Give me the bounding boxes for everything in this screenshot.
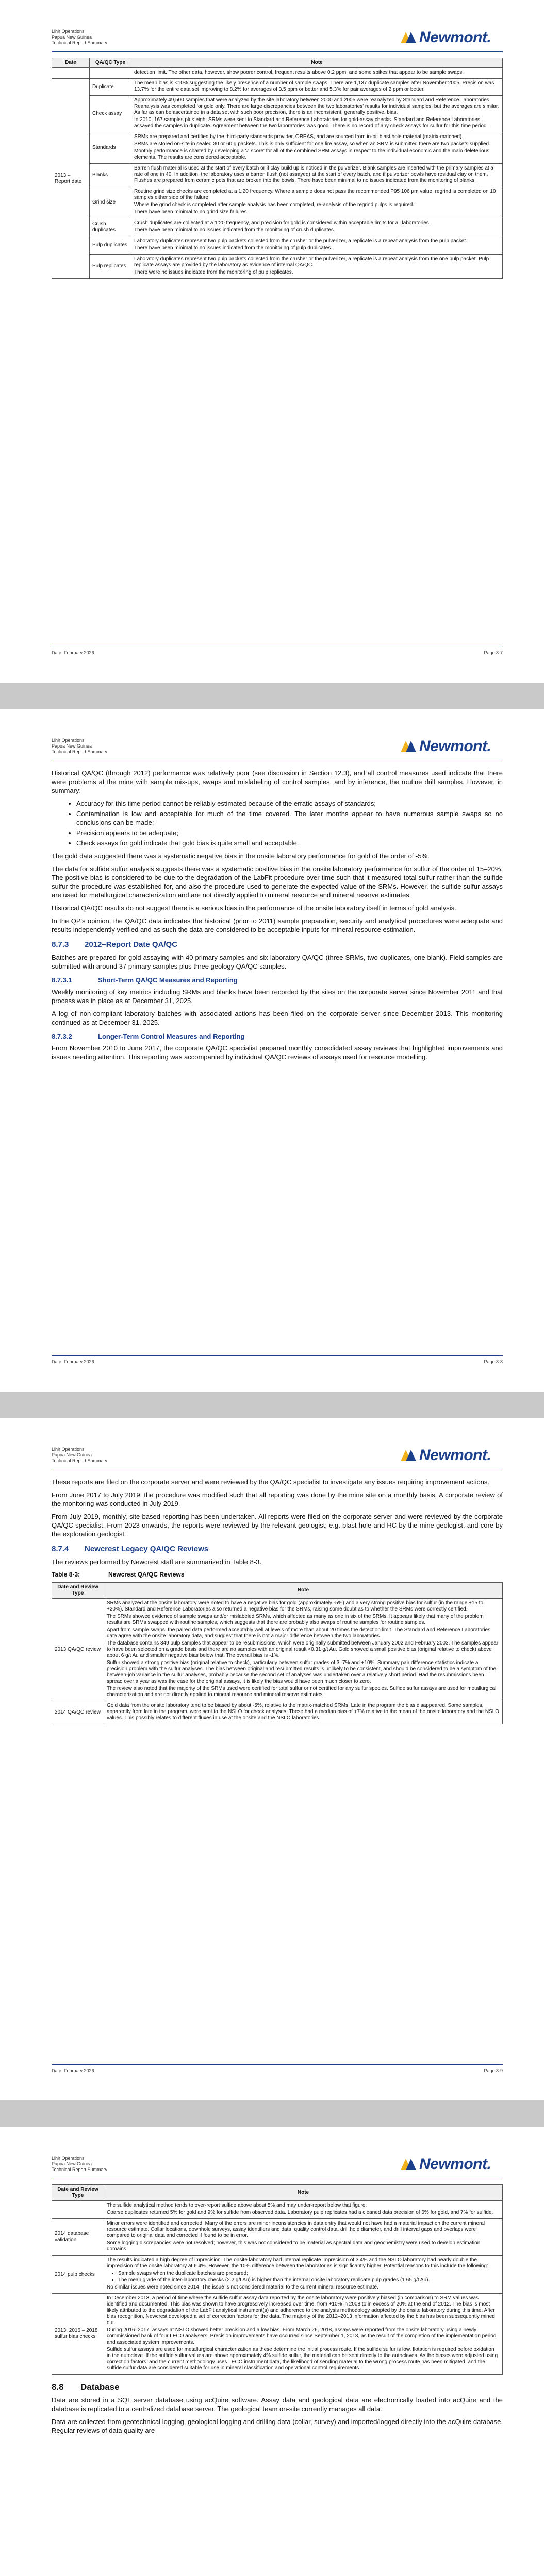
table-row xyxy=(52,132,503,164)
header-line-1: Lihir Operations xyxy=(52,1447,85,1452)
date-cell: 2013 QA/QC review xyxy=(52,1599,104,1701)
newmont-logo xyxy=(400,2155,503,2175)
note-text: Coarse duplicates returned 5% for gold and 9% for sulfide from observed data. Laboratory pulp replicates had a cleaned data precision of 6% for gold, and 7% for sulfide. xyxy=(107,2210,493,2215)
note-cell xyxy=(104,1599,503,1701)
page-header xyxy=(52,738,107,755)
note-text: The review also noted that the majority of the SRMs used were certified for total sulfur or not certified for any sulfur species. Sulfide sulfur assays are used for metallurgical characterization and are not directly applied to mineral resource and mineral reserve estimates. xyxy=(107,1686,497,1698)
note-text: SRMs are prepared and certified by the third-party standards provider, OREAS, and are sourced from in-pit blast hole material (matrix-matched). xyxy=(134,134,464,140)
note-text: There have been minimal to no issues indicated from the monitoring of pulp duplicates. xyxy=(134,245,333,251)
table-row xyxy=(52,2201,503,2219)
paragraph: The gold data suggested there was a systematic negative bias in the onsite laboratory performance for gold of the order of -5%. xyxy=(52,852,430,860)
section-heading xyxy=(52,1545,503,1553)
note-cell xyxy=(131,236,503,255)
table-row xyxy=(52,2256,503,2294)
note-text: Laboratory duplicates represent two pulp packets collected from the crusher or the pulverizer, a replicate is a repeat analysis from the one pulp packet. Pulp replicate assays are provided by the laboratory as evidence of internal QA/QC. xyxy=(134,256,489,268)
col-note-header: Note xyxy=(104,1583,503,1599)
section-title: Database xyxy=(80,2382,120,2392)
table-caption xyxy=(52,1570,503,1579)
section-title: 2012–Report Date QA/QC xyxy=(85,940,178,949)
col-type-header: QA/QC Type xyxy=(90,58,131,68)
col-note-header: Note xyxy=(104,2185,503,2201)
table-row xyxy=(52,79,503,96)
note-text: Sulfur showed a strong positive bias (original relative to check), particularly between sulfur grades of 3–7% and +10%. Summary pair difference statistics indicate a precision problem with the sulfur analyses. The bias between original and resubmitted results is unlikely to be consistent, and should be considered to be a symptom of the between-job variance in the sulfur analyses, probably because the second set of analyses was undertaken over a relatively short period. Had the resubmissions been spread over a year as was the case for the original assays, it is likely the bias would have been much closer to zero. xyxy=(107,1660,497,1684)
paragraph: The data for sulfide sulfur analysis suggests there was a systematic positive bias in the onsite laboratory performance for sulfur of the order of 15–20%. The positive bias is considered to be due to the degradation of the LabFit procedure over time such that it measured total sulfur rather than the sulfide sulfur the procedure was established for, and also the procedure used to generate the expected value of the SRMs. However, the sulfide sulfur assays are used for metallurgical characterization and are not directly applied to mineral resource and mineral reserve estimates. xyxy=(52,865,503,899)
note-text: Minor errors were identified and corrected. Many of the errors are minor inconsistencies in data entry that would not have had a material impact on the current mineral resource estimate. Collar locations, downhole surveys, assay identifiers and data, quality control data, drill hole diameter, and drill interval gaps and overlaps were compared to original data and corrected if found to be in error. xyxy=(107,2221,485,2239)
newmont-logo xyxy=(400,28,503,48)
col-date-header: Date and Review Type xyxy=(52,1583,104,1599)
table-row xyxy=(52,255,503,279)
note-cell xyxy=(104,2201,503,2219)
paragraph: From July 2019, monthly, site-based reporting has been undertaken. All reports were filed on the corporate server and were reviewed by the corporate QA/QC specialist. From 2023 onwards, the reports were reviewed by the relevant geologist; e.g. blast hole and RC by the mine geologist, and core by the exploration geologist. xyxy=(52,1513,503,1538)
type-cell: Blanks xyxy=(90,164,131,187)
logo-mark-icon xyxy=(400,1448,420,1462)
col-date-header: Date xyxy=(52,58,90,68)
table-body xyxy=(52,68,503,279)
note-text: The database contains 349 pulp samples that appear to be resubmissions, which were originally submitted between January 2002 and February 2003. The samples appear to have been selected on a grade basis and there are no samples with an original result <0.31 g/t Au. Gold showed a small positive bias (original relative to check) above about 6 g/t Au and smaller negative bias below that. The overall bias is -1%. xyxy=(107,1640,499,1658)
page-body xyxy=(52,769,503,1065)
date-cell: 2013 – Report date xyxy=(52,79,90,279)
table-row xyxy=(52,1701,503,1724)
note-text: In December 2013, a period of time where the sulfide sulfur assay data reported by the onsite laboratory were positively biased (in comparison) to SRM values was identified and documented. This bias was shown to have progressively increased over time, from +10% in 2008 to in excess of 20% at the end of 2012. The bias is most likely attributed to the degradation of the LabFit analytical instrument(s) and adherence to the analysis methodology adopted by the onsite laboratory during this time. After bias recognition, Newcrest developed a set of correction factors for the data. The majority of the 2012–2013 information affected by the bias has been subsequently mined out. xyxy=(107,2295,495,2326)
col-note-header: Note xyxy=(131,58,503,68)
paragraph: Historical QA/QC results do not suggest there is a serious bias in the performance of the onsite laboratory itself in terms of gold analysis. xyxy=(52,904,456,912)
note-text: Gold data from the onsite laboratory tend to be biased by about -5%, relative to the matrix-matched SRMs. Late in the program the bias disappeared. Some samples, apparently from late in the program, were sent to the NSLO for check analyses. These had a median bias of +7% relative to the mean of the onsite laboratory and the NSLO values. This possibly relates to different fluxes in use at the onsite and the NSLO laboratories. xyxy=(107,1703,500,1721)
paragraph: Data are stored in a SQL server database using acQuire software. Assay data and geological data are electronically loaded into acQuire and the database is replicated to a centralized database server. The geological team on-site currently manages all data. xyxy=(52,2396,503,2413)
paragraph: Weekly monitoring of key metrics including SRMs and blanks have been recorded by the sites on the corporate server since November 2011 and that process was in place as at December 31, 2025. xyxy=(52,988,503,1005)
note-cell xyxy=(104,2219,503,2256)
date-cell xyxy=(52,68,90,79)
type-cell: Duplicate xyxy=(90,79,131,96)
type-cell: Pulp duplicates xyxy=(90,236,131,255)
section-number: 8.8 xyxy=(52,2382,64,2392)
note-cell xyxy=(104,2256,503,2294)
type-cell: Crush duplicates xyxy=(90,218,131,236)
note-cell xyxy=(131,96,503,132)
header-line-3: Technical Report Summary xyxy=(52,2167,108,2172)
page-number: Page 8-7 xyxy=(484,650,503,655)
list-item: • Contamination is low and acceptable for much of the time covered. The later months appear to have numerous sample swaps so no conclusions can be made; xyxy=(76,809,503,827)
section-number: 8.7.4 xyxy=(52,1545,69,1553)
note-cell xyxy=(131,255,503,279)
paragraph: Data are collected from geotechnical logging, geological logging and drilling data (collar, survey) and imported/logged directly into the acQuire database. Regular reviews of data quality are xyxy=(52,2418,503,2434)
paragraph: The reviews performed by Newcrest staff are summarized in Table 8-3. xyxy=(52,1558,262,1566)
table-header-row xyxy=(52,2185,503,2201)
table-header-row xyxy=(52,58,503,68)
page-header xyxy=(52,29,107,46)
list-item: • Check assays for gold indicate that gold bias is quite small and acceptable. xyxy=(76,839,503,848)
date-cell: 2014 database validation xyxy=(52,2219,104,2256)
note-cell xyxy=(131,164,503,187)
note-cell xyxy=(104,1701,503,1724)
subsection-heading xyxy=(52,1032,503,1041)
table-row xyxy=(52,96,503,132)
subsection-number: 8.7.3.1 xyxy=(52,976,72,984)
note-text: Approximately 49,500 samples that were analyzed by the site laboratory between 2000 and 2005 were reanalyzed by Standard and Reference Laboratories. Reanalysis was completed for gold only. There are large discrepancies between the two laboratories' results for individual samples, but the averages are similar. As far as can be ascertained in a data set with such poor precision, there is an inconsistent, generally positive, bias. xyxy=(134,97,499,115)
note-cell xyxy=(131,187,503,218)
table-row xyxy=(52,236,503,255)
logo-wordmark: Newmont. xyxy=(419,738,491,755)
note-cell xyxy=(131,79,503,96)
page-number: Page 8-8 xyxy=(484,1359,503,1364)
header-line-2: Papua New Guinea xyxy=(52,2161,92,2166)
note-text: There have been minimal to no issues indicated from the monitoring of crush duplicates. xyxy=(134,227,335,233)
paragraph: A log of non-compliant laboratory batches with associated actions has been filed on the corporate server since December 2013. This monitoring continued as at December 31, 2025. xyxy=(52,1010,503,1026)
table-row xyxy=(52,2294,503,2375)
header-line-1: Lihir Operations xyxy=(52,738,85,743)
table-body xyxy=(52,1599,503,1724)
list-item: • The mean grade of the inter-laboratory checks (2.2 g/t Au) is higher than the internal onsite laboratory replicate pulp grades (1.65 g/t Au). xyxy=(118,2277,500,2283)
page-body xyxy=(52,58,503,279)
note-text: During 2016–2017, assays at NSLO showed better precision and a low bias. From March 26, 2018, assays were reported from the onsite laboratory using a newly commissioned bank of four LECO analysers. Precision improvements have occurred since September 1, 2018, as the result of the completion of the implementation period and associated system improvements. xyxy=(107,2327,497,2345)
logo-wordmark: Newmont. xyxy=(419,2156,491,2173)
table-label: Table 8-3: xyxy=(52,1571,80,1578)
table-row xyxy=(52,187,503,218)
page-header xyxy=(52,2156,107,2173)
note-text: There have been minimal to no grind size failures. xyxy=(134,209,249,215)
col-date-header: Date and Review Type xyxy=(52,2185,104,2201)
table-body xyxy=(52,2201,503,2375)
note-text: Sulfide sulfur assays are used for metallurgical characterization as these determine the initial process route. If the sulfide sulfur is low, flotation is required before oxidation in the autoclave. If the sulfide sulfur values are above approximately 4% sulfide sulfur, the material can be sent directly to the autoclaves. As the biases were adjusted using correction factors, and the current methodology uses LECO instrument data, the likelihood of sending material to the wrong process route has been mitigated, and the sulfide sulfur data are considered suitable for use in mineral classification and operational control requirements. xyxy=(107,2347,498,2371)
table-row xyxy=(52,2219,503,2256)
footer-date: Date: February 2026 xyxy=(52,1359,94,1364)
note-text: Monthly performance is charted by developing a 'Z score' for all of the combined SRM assays in respect to the individual economic and the main deleterious elements. The results are considered acceptable. xyxy=(134,148,490,160)
logo-mark-icon xyxy=(400,739,420,753)
newcrest-review-table-continued xyxy=(52,2184,503,2375)
page-8-10 xyxy=(0,2127,544,2576)
paragraph: From November 2010 to June 2017, the corporate QA/QC specialist prepared monthly consolidated assay reviews that highlighted improvements and issues needing attention. This reporting was accompanied by individual QA/QC reviews of assays used for resource modelling. xyxy=(52,1044,503,1061)
section-number: 8.7.3 xyxy=(52,940,69,949)
subsection-title: Short-Term QA/QC Measures and Reporting xyxy=(98,976,238,984)
type-cell xyxy=(90,68,131,79)
table-row xyxy=(52,68,503,79)
note-cell xyxy=(104,2294,503,2375)
list-item: • Precision appears to be adequate; xyxy=(76,828,503,837)
logo-mark-icon xyxy=(400,30,420,44)
newmont-logo xyxy=(400,737,503,757)
page-body xyxy=(52,2184,503,2439)
note-text: The SRMs showed evidence of sample swaps and/or mislabeled SRMs, which affected as many as one in six of the SRMs. It appears likely that many of the problem results are SRMs swapped with routine samples, which suggests that there are probably also swaps of routine samples for routine samples. xyxy=(107,1614,484,1625)
footer-rule xyxy=(52,1355,503,1356)
table-row xyxy=(52,1599,503,1701)
section-heading xyxy=(52,2383,503,2392)
table-header-row xyxy=(52,1583,503,1599)
page-8-8 xyxy=(0,709,544,1392)
note-cell xyxy=(131,218,503,236)
header-line-3: Technical Report Summary xyxy=(52,40,108,45)
date-cell: 2013, 2016 – 2018 sulfur bias checks xyxy=(52,2294,104,2375)
paragraph: These reports are filed on the corporate server and were reviewed by the QA/QC specialist to investigate any issues requiring improvement actions. xyxy=(52,1478,490,1486)
newmont-logo xyxy=(400,1446,503,1466)
note-text: Crush duplicates are collected at a 1:20 frequency, and precision for gold is considered within acceptable limits for all laboratories. xyxy=(134,220,431,226)
section-title: Newcrest Legacy QA/QC Reviews xyxy=(85,1545,209,1553)
type-cell: Check assay xyxy=(90,96,131,132)
paragraph: From June 2017 to July 2019, the procedure was modified such that all reporting was done by the mine site on a monthly basis. A corporate review of the monitoring was conducted in July 2019. xyxy=(52,1491,503,1507)
subsection-title: Longer-Term Control Measures and Reporting xyxy=(98,1032,245,1040)
page-header xyxy=(52,1447,107,1464)
header-line-1: Lihir Operations xyxy=(52,2156,85,2161)
paragraph: Historical QA/QC (through 2012) performance was relatively poor (see discussion in Section 12.3), and all control measures used indicate that there were problems at the mine with sample mix-ups, swaps and mislabeling of control samples, and by inference, the routine drill samples. However, in summary: xyxy=(52,769,503,794)
note-text: Laboratory duplicates represent two pulp packets collected from the crusher or the pulverizer, a replicate is a repeat analysis from the pulp packet. xyxy=(134,238,467,244)
logo-mark-icon xyxy=(400,2157,420,2171)
footer-rule xyxy=(52,2064,503,2065)
table-row xyxy=(52,164,503,187)
note-text: SRMs are stored on-site in sealed 30 or 60 g packets. This is only sufficient for one fire assay, so when an SRM is submitted there are two packets supplied. xyxy=(134,141,490,147)
note-cell xyxy=(131,132,503,164)
footer-date: Date: February 2026 xyxy=(52,2068,94,2073)
header-line-1: Lihir Operations xyxy=(52,29,85,34)
note-text: Apart from sample swaps, the paired data performed acceptably well at levels of more than about 20 times the detection limit. The Standard and Reference Laboratories data agree with the onsite laboratory data, and suggest that there is not a major difference between the two laboratories. xyxy=(107,1627,491,1639)
paragraph: In the QP's opinion, the QA/QC data indicates the historical (prior to 2011) sample preparation, security and analytical procedures were adequate and results independently verified and as such the data are considered to be acceptable inputs for mineral resource estimation. xyxy=(52,917,503,934)
list-item: • Accuracy for this time period cannot be reliably estimated because of the erratic assays of standards; xyxy=(76,799,503,808)
note-text: detection limit. The other data, however, show poorer control, frequent results above 0.2 ppm, and some spikes that appear to be sample swaps. xyxy=(134,70,464,75)
note-text: Routine grind size checks are completed at a 1:20 frequency. Where a sample does not pass the recommended P95 106 µm value, regrind is completed on 10 samples either side of the failure. xyxy=(134,189,496,200)
header-line-2: Papua New Guinea xyxy=(52,743,92,749)
date-cell: 2014 pulp checks xyxy=(52,2256,104,2294)
note-text: Where the grind check is completed after sample analysis has been completed, re-analysis of the regrind pulps is required. xyxy=(134,202,415,208)
note-text: Some logging discrepancies were not resolved; however, this was not considered to be material as spectral data and geochemistry were used to develop estimation domains. xyxy=(107,2240,481,2252)
logo-wordmark: Newmont. xyxy=(419,29,491,46)
note-text: SRMs analyzed at the onsite laboratory were noted to have a negative bias for gold (approximately -5%) and a very strong positive bias for sulfur (in the range +15 to +20%). Standard and Reference Laboratories also returned a negative bias for the SRMs, raising some doubt as to whether the SRMs were correctly certified. xyxy=(107,1600,484,1612)
type-cell: Pulp replicates xyxy=(90,255,131,279)
date-cell: 2014 QA/QC review xyxy=(52,1701,104,1724)
header-rule xyxy=(52,51,503,52)
header-line-3: Technical Report Summary xyxy=(52,1458,108,1463)
type-cell: Grind size xyxy=(90,187,131,218)
subsection-heading xyxy=(52,976,503,985)
qaqc-table-continued xyxy=(52,58,503,279)
date-cell xyxy=(52,2201,104,2219)
subsection-number: 8.7.3.2 xyxy=(52,1032,72,1040)
section-heading xyxy=(52,940,503,949)
page-8-9 xyxy=(0,1418,544,2100)
footer-date: Date: February 2026 xyxy=(52,650,94,655)
list-item: • Sample swaps when the duplicate batches are prepared; xyxy=(118,2270,500,2277)
summary-bullet-list xyxy=(52,799,503,848)
note-text: The results indicated a high degree of imprecision. The onsite laboratory had internal replicate imprecision of 3.4% and the NSLO laboratory had nearly double the imprecision of the onsite laboratory at 6.4%. However, the 10% difference between the laboratories is significantly higher. Potential reasons to this include the following: xyxy=(107,2257,488,2269)
note-text: Barren flush material is used at the start of every batch or if clay build up is noticed in the pulverizer. Blank samples are inserted with the primary samples at a rate of one in 40. In addition, the laboratory uses a barren flush (not assayed) at the start of every batch, and if pulverizer bowls have residual clay on them. Flushes are prepared from ceramic pots that are broken into the bowls. There have been minimal to no issues indicated from the monitoring of blanks. xyxy=(134,165,493,183)
note-text: In 2010, 167 samples plus eight SRMs were sent to Standard and Reference Laboratories for gold-assay checks. Standard and Reference Laboratories assayed the samples in duplicate. Agreement between the two laboratories was good. There is no record of any check assays for sulfur for this time period. xyxy=(134,117,488,129)
page-8-7 xyxy=(0,0,544,683)
logo-wordmark: Newmont. xyxy=(419,1447,491,1464)
table-row xyxy=(52,218,503,236)
note-text: The sulfide analytical method tends to over-report sulfide above about 5% and may under-report below that figure. xyxy=(107,2202,367,2208)
note-text: The mean bias is <10% suggesting the likely presence of a number of sample swaps. There are 1,137 duplicate samples after November 2005. Precision was 13.7% for the entire data set improving to 8.2% for averages of 3.5 ppm or better and 5.3% for pair averages of 2 ppm or better. xyxy=(134,80,494,92)
header-line-2: Papua New Guinea xyxy=(52,35,92,40)
page-number: Page 8-9 xyxy=(484,2068,503,2073)
page-body xyxy=(52,1478,503,1724)
table-title: Newcrest QA/QC Reviews xyxy=(108,1571,185,1578)
note-bullet-list xyxy=(107,2270,500,2283)
newcrest-review-table xyxy=(52,1582,503,1724)
note-cell xyxy=(131,68,503,79)
note-text: There were no issues indicated from the monitoring of pulp replicates. xyxy=(134,269,293,275)
header-line-2: Papua New Guinea xyxy=(52,1452,92,1458)
note-text: No similar issues were noted since 2014. The issue is not considered material to the current mineral resource estimate. xyxy=(107,2284,378,2290)
type-cell: Standards xyxy=(90,132,131,164)
header-line-3: Technical Report Summary xyxy=(52,749,108,754)
paragraph: Batches are prepared for gold assaying with 40 primary samples and six laboratory QA/QC (three SRMs, two duplicates, one blank). Field samples are submitted with around 37 primary samples plus three geology QA/QC samples. xyxy=(52,954,503,970)
